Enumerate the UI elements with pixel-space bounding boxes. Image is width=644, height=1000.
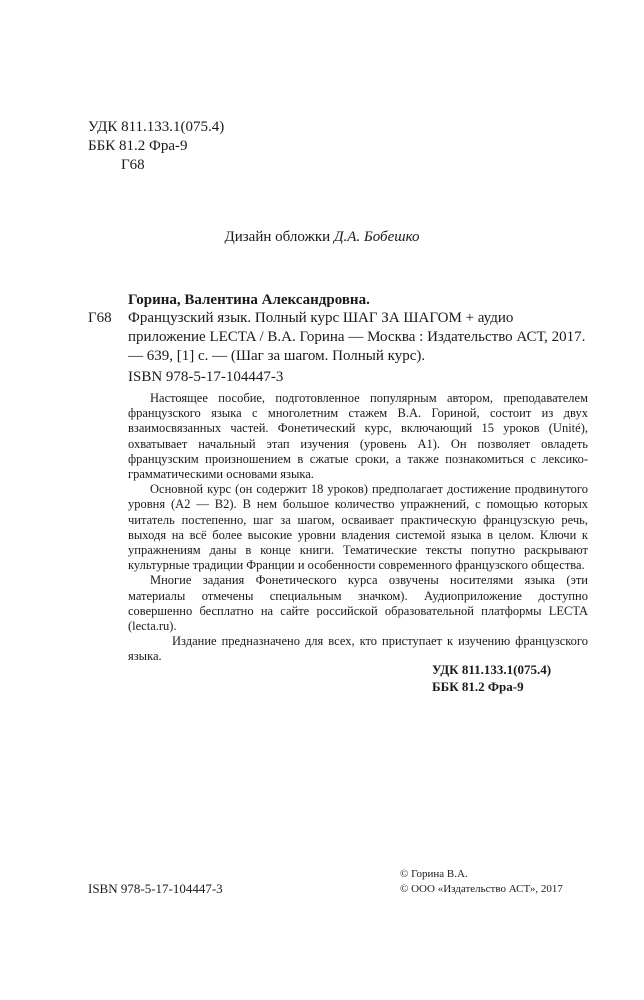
copyright-author: © Горина В.А. — [400, 868, 468, 880]
annotation — [128, 391, 588, 665]
annotation-paragraph: Основной курс (он содержит 18 уроков) предполагает достижение продвинутого уровня (А2 — В2). В нем большое количество упражнений, с помощью которых читатель постепенно, шаг за шагом, осваивает практическую французскую речь, выходя на всё более высокие уровни владения системой языка в целом. Ключи к упражнениям даны в конце книги. Тематические тексты попутно раскрывают культурные традиции Франции и особенности современного французского общества. — [128, 482, 588, 573]
cover-designer-name: Д.А. Бобешко — [333, 229, 420, 245]
annotation-paragraph: Настоящее пособие, подготовленное популярным автором, преподавателем французского языка с многолетним стажем В.А. Гориной, состоит из двух взаимосвязанных частей. Фонетический курс, включающий 15 уроков (Unité), охватывает начальный этап изучения (уровень А1). Он позволяет овладеть французским произношением в сжатые сроки, а также познакомиться с лексико-грамматическими основами языка. — [128, 391, 588, 482]
author-mark: Г68 — [121, 157, 145, 173]
bbk-code: ББК 81.2 Фра-9 — [88, 138, 188, 154]
copyright-publisher: © ООО «Издательство АСТ», 2017 — [400, 883, 563, 895]
cover-design-credit — [0, 229, 644, 246]
isbn-main: ISBN 978-5-17-104447-3 — [128, 369, 284, 385]
copyright-block — [400, 867, 563, 897]
author-mark-side: Г68 — [88, 310, 112, 326]
catalog-codes-right — [432, 661, 551, 695]
bbk-code-bold: ББК 81.2 Фра-9 — [432, 679, 524, 694]
bibliographic-description: Французский язык. Полный курс ШАГ ЗА ШАГОМ + аудио приложение LECTA / В.А. Горина — Москва : Издательство АСТ, 2017. — 639, [1] с. — (Шаг за шагом. Полный курс). — [128, 310, 586, 364]
cover-design-label: Дизайн обложки — [224, 229, 331, 245]
isbn-bottom: ISBN 978-5-17-104447-3 — [88, 881, 223, 896]
catalog-codes-top — [88, 118, 224, 175]
udk-code: УДК 811.133.1(075.4) — [88, 119, 225, 135]
udk-code-bold: УДК 811.133.1(075.4) — [432, 662, 552, 677]
annotation-paragraph: Многие задания Фонетического курса озвучены носителями языка (эти материалы отмечены специальным значком). Аудиоприложение доступно совершенно бесплатно на сайте российской образовательной платформы LECTA (lecta.ru). — [128, 573, 588, 634]
annotation-paragraph: Издание предназначено для всех, кто приступает к изучению французского языка. — [128, 634, 588, 664]
author-heading: Горина, Валентина Александровна. — [128, 292, 370, 308]
